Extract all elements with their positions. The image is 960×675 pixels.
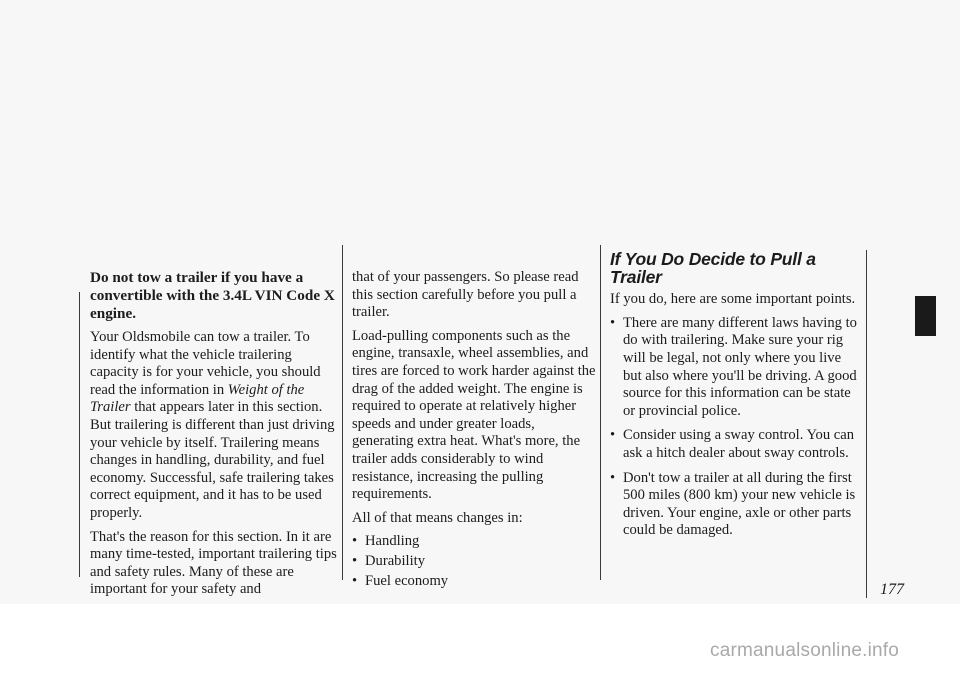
list-item: • Don't tow a trailer at all during the first 500 miles (800 km) your new vehicle is driven. Your engine, axle or other parts could be damaged.: [610, 470, 860, 540]
column-3: [610, 251, 860, 547]
passengers-paragraph: that of your passengers. So please read this section carefully before you pull a trailer.: [352, 269, 579, 321]
changes-list: [352, 533, 598, 590]
column-2: [352, 269, 598, 592]
section-reason-paragraph: That's the reason for this section. In it are many time-tested, important trailering tips and safety rules. Many of these are important for your safety and: [90, 528, 337, 598]
list-item: • There are many different laws having to do with trailering. Make sure your rig will be legal, not only where you live but also where you'll be driving. A good source for this information can be state or provincial police.: [610, 315, 860, 421]
column-divider-1: [342, 245, 343, 580]
column-divider-2: [600, 245, 601, 580]
trailer-capacity-paragraph: Your Oldsmobile can tow a trailer. To identify what the vehicle trailering capacity is for your vehicle, you should read the information in Weight of the Trailer that appears later in this section. But trailering is different than just driving your vehicle by itself. Trailering means changes in handling, durability, and fuel economy. Successful, safe trailering takes correct equipment, and it has to be used properly.: [90, 329, 335, 521]
load-pulling-paragraph: Load-pulling components such as the engine, transaxle, wheel assemblies, and tires are forced to work harder against the drag of the added weight. The engine is required to operate at relatively higher speeds and under greater loads, generating extra heat. What's more, the trailer adds considerably to wind resistance, increasing the pulling requirements.: [352, 327, 596, 503]
right-margin-rule: [866, 250, 867, 598]
list-item: • Consider using a sway control. You can ask a hitch dealer about sway controls.: [610, 427, 860, 462]
page-number: 177: [880, 581, 904, 598]
weight-of-trailer-reference: Weight of the Trailer: [90, 381, 305, 416]
convertible-warning: Do not tow a trailer if you have a convertible with the 3.4L VIN Code X engine.: [90, 269, 335, 322]
list-item: • Handling: [352, 533, 598, 551]
watermark: carmanualsonline.info: [710, 640, 900, 661]
left-margin-rule: [79, 292, 80, 577]
column-1: [90, 269, 338, 605]
list-item: • Fuel economy: [352, 573, 598, 591]
changes-intro: All of that means changes in:: [352, 509, 523, 526]
list-item: • Durability: [352, 553, 598, 571]
section-thumb-tab: [915, 296, 936, 336]
section-heading: If You Do Decide to Pull a Trailer: [610, 249, 816, 287]
section-intro: If you do, here are some important points.: [610, 291, 856, 308]
important-points-list: [610, 315, 860, 540]
